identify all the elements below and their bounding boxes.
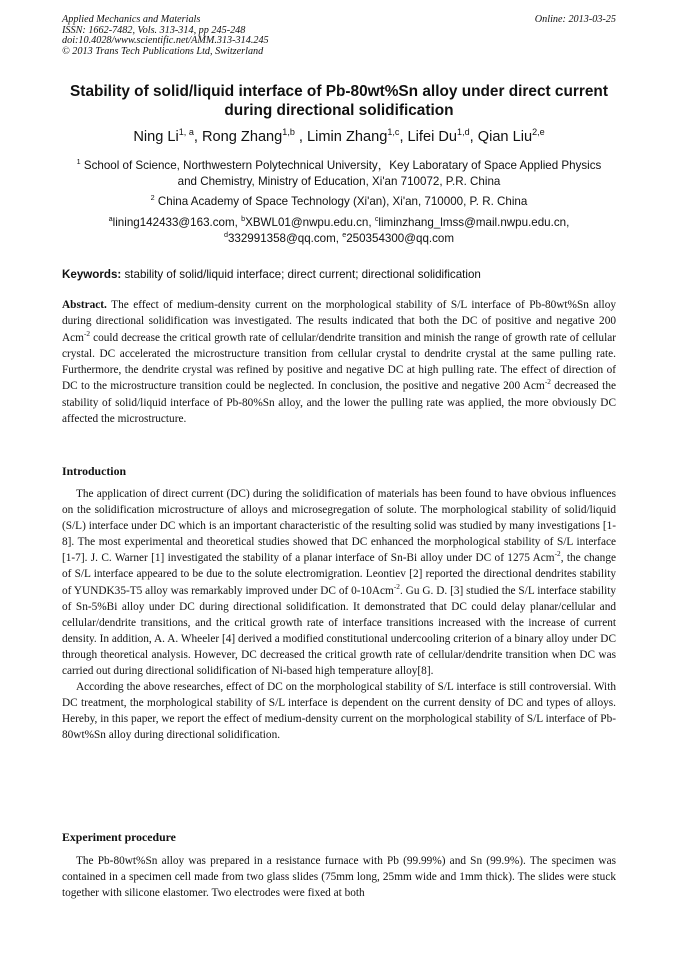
keywords — [62, 267, 616, 282]
exponent: -2 — [393, 581, 400, 591]
copyright-line: © 2013 Trans Tech Publications Ltd, Switzerland — [62, 45, 264, 57]
affiliation-mark: 1 — [76, 157, 81, 167]
issn-line: ISSN: 1662-7482, Vols. 313-314, pp 245-248 — [62, 24, 246, 36]
doi-line: doi:10.4028/www.scientific.net/AMM.313-314.245 — [62, 35, 269, 47]
author-name: Ning Li — [133, 129, 179, 145]
author-affiliation-mark: 1,d — [457, 127, 470, 138]
keywords-text: stability of solid/liquid interface; direct current; directional solidification — [121, 268, 481, 281]
affiliation-text: China Academy of Space Technology (Xi'an), Xi'an, 710000, P. R. China — [157, 195, 528, 208]
author-affiliation-mark: 2,e — [532, 127, 545, 138]
author-list: Ning Li$^{1, a}$, Rong Zhang$^{1,b}$ , Limin Zhang$^{1,c}$, Lifei Du$^{1,d}$, Qian Liu$^{2,e}$ — [133, 127, 545, 145]
section-heading-experiment: Experiment procedure — [62, 830, 176, 844]
paragraph-text: , the change of S/L interface appeared to be due to the solute electromigration. Leontiev [2] reported the directional dendrites stability of YUNDK35-T5 alloy was remarkably improved under DC of 0-10Acm — [62, 552, 616, 597]
email-address[interactable]: 250354300@qq.com — [346, 231, 455, 245]
paragraph-text: The application of direct current (DC) during the solidification of materials has been found to have obvious influences on the solidification microstructure of alloys and microsegregation of solute. The morphological stability of solid/liquid (S/L) interface under DC which is an important characteristic of the resulting solid was studied by many investigations [1-8]. The most experimental and theoretical studies showed that DC enhanced the morphological stability of S/L interface [1-7]. J. C. Warner [1] investigated the stability of a planar interface of Sn-Bi alloy under DC of 1275 Acm — [62, 488, 616, 565]
introduction-body — [62, 486, 616, 744]
abstract — [62, 297, 616, 427]
author-name: Qian Liu — [477, 129, 533, 145]
affiliation-1 — [70, 158, 608, 189]
author-emails — [62, 215, 616, 246]
paragraph: According the above researches, effect of DC on the morphological stability of S/L interface is still controversial. With DC treatment, the morphological stability of S/L interface is dependent on the current density of DC and types of alloys. Hereby, in this paper, we report the effect of medium-density current on the morphological stability of S/L interface of Pb-80wt%Sn alloy during directional solidification. — [62, 681, 616, 742]
affiliation-text: School of Science, Northwestern Polytechnical University，Key Laboratary of Space Applied Physics and Chemistry, Ministry of Education, Xi'an 710072, P.R. China — [83, 159, 602, 188]
online-date: Online: 2013-03-25 — [534, 14, 616, 25]
affiliation-2 — [70, 194, 608, 210]
abstract-text: decreased the stability of solid/liquid interface of Pb-80%Sn alloy, and the lower the pulling rate was applied, the more obviously DC affected the microstructure. — [62, 380, 616, 425]
email-mark: e — [342, 229, 347, 239]
email-address[interactable]: liminzhang_lmss@mail.nwpu.edu.cn, — [378, 216, 570, 229]
experiment-body — [62, 853, 616, 901]
exponent: -2 — [554, 549, 561, 559]
email-mark: d — [223, 229, 228, 239]
affiliation-mark: 2 — [150, 193, 155, 203]
abstract-text: could decrease the critical growth rate of cellular/dendrite transition and minish the range of growth rate of cellular crystal. DC accelerated the microstructure transition from cellular crystal to dendrite crystal at the same pulling rate. Furthermore, the dendrite crystal was refined by positive and negative DC at high pulling rate. The effect of direction of DC to the microstructure transition could be neglected. In conclusion, the positive and negative 200 Acm — [62, 331, 616, 393]
paragraph — [62, 486, 616, 679]
abstract-label: Abstract. — [62, 299, 107, 311]
paragraph: The Pb-80wt%Sn alloy was prepared in a resistance furnace with Pb (99.99%) and Sn (99.9%). The specimen was contained in a specimen cell made from two glass slides (75mm long, 25mm wide and 1mm thick). The slides were stuck together with silicone elastomer. Two electrodes were fixed at both — [62, 855, 616, 900]
keywords-label: Keywords: — [62, 268, 122, 281]
author-name: Lifei Du — [407, 129, 458, 145]
exponent: -2 — [83, 328, 91, 338]
email-mark: c — [374, 214, 379, 224]
paragraph-text: . Gu G. D. [3] studied the S/L interface stability of Sn-5%Bi alloy under DC during directional solidification. It demonstrated that DC could delay planar/cellular and cellular/dendrite transitions, and the critical growth rate of interface transitions increased with the increase of current density. In addition, A. A. Wheeler [4] derived a modified constitutional undercooling criterion of a binary alloy under DC through theoretical analysis. However, DC decreased the critical growth rate of cellular/dendrite transition when DC was carried out during directional solidification of Ni-based high temperature alloy[8]. — [62, 584, 616, 678]
email-mark: b — [241, 214, 246, 224]
email-address[interactable]: lining142433@163.com, — [112, 216, 242, 229]
author-affiliation-mark: 1,b — [282, 127, 295, 138]
exponent: -2 — [544, 377, 551, 387]
email-address[interactable]: 332991358@qq.com, — [227, 231, 343, 245]
author-name: Limin Zhang — [307, 129, 388, 145]
author-affiliation-mark: 1,c — [387, 127, 400, 138]
section-heading-introduction: Introduction — [62, 464, 127, 478]
author-affiliation-mark: 1, a — [178, 127, 194, 138]
paper-title: Stability of solid/liquid interface of Pb-80wt%Sn alloy under direct current during directional solidification — [70, 83, 608, 119]
email-address[interactable]: XBWL01@nwpu.edu.cn, — [245, 216, 375, 229]
abstract-text: The effect of medium-density current on the morphological stability of S/L interface of Pb-80wt%Sn alloy during directional solidification was investigated. The results indicated that both the DC of positive and negative 200 Acm — [62, 299, 616, 344]
journal-name: Applied Mechanics and Materials — [62, 14, 201, 25]
journal-header — [62, 15, 616, 57]
author-name: Rong Zhang — [201, 129, 283, 145]
email-mark: a — [108, 214, 113, 224]
